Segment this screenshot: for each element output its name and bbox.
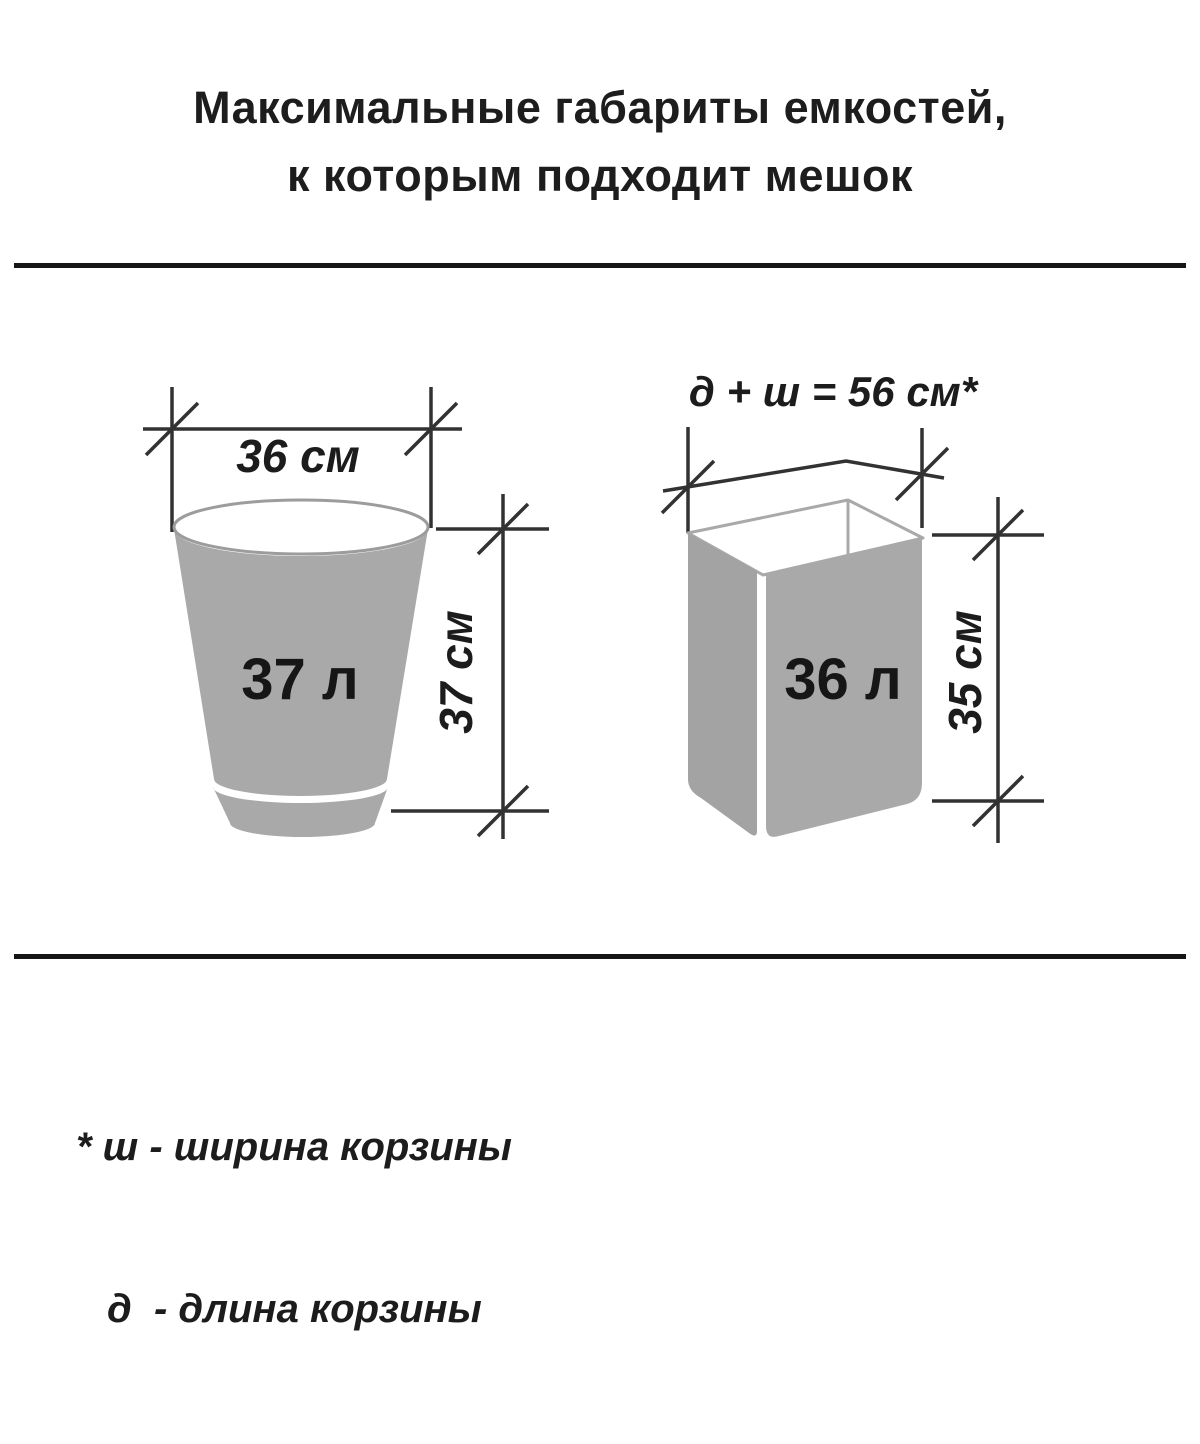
top-dimension-line	[663, 461, 944, 491]
basket-height-label: 35 см	[939, 610, 991, 734]
bin-height-label: 37 см	[430, 610, 482, 734]
page-title-line-1: Максимальные габариты емкостей,	[193, 82, 1007, 133]
footnote-line-1: * ш - ширина корзины	[76, 1125, 512, 1169]
bin-rim-opening	[174, 500, 428, 554]
bin-width-label: 36 см	[236, 430, 360, 482]
basket-volume-label: 36 л	[784, 647, 902, 712]
footnote-line-2: д - длина корзины	[107, 1287, 482, 1331]
rect-basket-figure	[662, 368, 1044, 843]
page-title-line-2: к которым подходит мешок	[286, 150, 913, 201]
basket-formula-label: д + ш = 56 см*	[688, 368, 978, 415]
footnote	[76, 1012, 512, 1444]
basket-left-face	[688, 533, 757, 836]
round-bin-figure	[143, 387, 549, 839]
bin-volume-label: 37 л	[241, 647, 359, 712]
